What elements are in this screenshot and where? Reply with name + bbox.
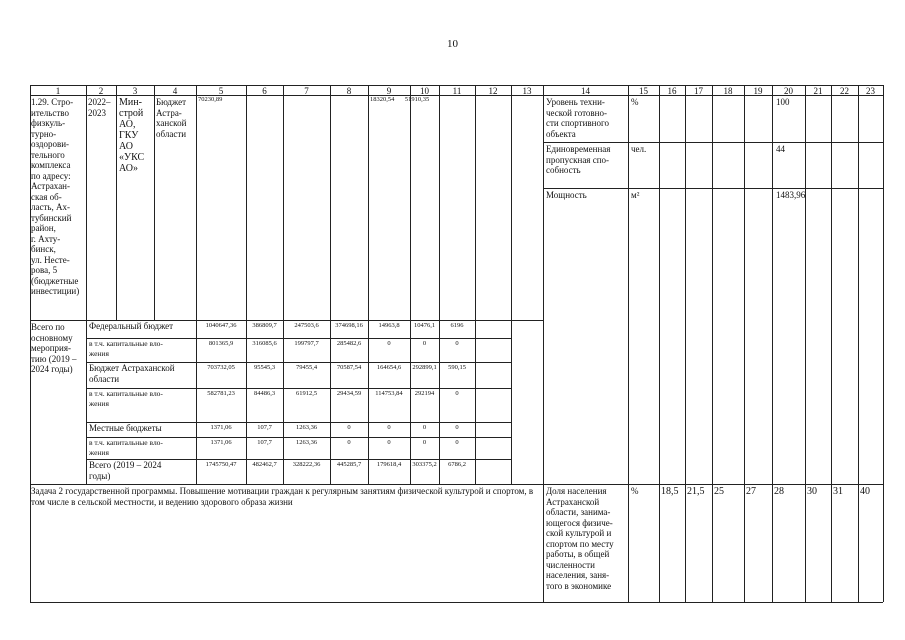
task-value: 27	[746, 486, 756, 497]
totals-value: 303375,2	[412, 461, 437, 468]
grid-hline	[543, 188, 883, 189]
grid-vline	[858, 484, 859, 602]
totals-value: 285482,6	[336, 340, 362, 347]
grid-vline	[772, 484, 773, 602]
column-header: 18	[723, 86, 733, 96]
indicator-unit: %	[631, 97, 639, 107]
totals-value: 1745750,47	[205, 461, 237, 468]
totals-value: 386809,7	[252, 322, 277, 329]
indicator-value: 1483,96	[776, 190, 806, 200]
grid-vline	[805, 484, 806, 602]
totals-value: 114753,84	[375, 390, 403, 397]
item-period: 2022– 2023	[88, 97, 111, 118]
indicator-name: Мощность	[546, 190, 587, 200]
totals-value: 328222,36	[292, 461, 321, 468]
totals-value: 79455,4	[295, 364, 318, 371]
indicator-name: Уровень техни- ческой готовно- сти спортивного объекта	[546, 97, 609, 139]
task-text: Задача 2 государственной программы. Повышение мотивации граждан к регулярным занятиям физической культурой и спортом, в том числе в сельской местности, и ведению здорового образа жизни	[31, 486, 534, 507]
indicator-value: 100	[776, 97, 790, 107]
grid-vline	[712, 85, 713, 484]
totals-row-label: в т.ч. капитальные вло- жения	[89, 438, 163, 457]
totals-value: 164654,6	[376, 364, 402, 371]
task-value: 25	[714, 486, 724, 497]
totals-value: 199797,7	[294, 340, 319, 347]
grid-hline	[30, 484, 883, 485]
column-header: 10	[420, 86, 429, 96]
indicator-unit: м²	[631, 190, 640, 200]
column-header: 23	[866, 86, 875, 96]
totals-value: 582781,23	[207, 390, 235, 397]
totals-value: 6786,2	[448, 461, 466, 468]
grid-vline	[86, 85, 87, 484]
totals-value: 95545,3	[253, 364, 276, 371]
grid-vline	[543, 484, 544, 602]
grid-vline	[154, 85, 155, 320]
totals-value: 107,7	[257, 424, 272, 431]
totals-value: 247503,6	[294, 322, 319, 329]
grid-vline	[543, 85, 544, 484]
task-value: 21,5	[687, 486, 705, 497]
column-header: 17	[694, 86, 703, 96]
task-indicator: Доля населения Астраханской области, занима- ющегося физиче- ской культурой и спортом по месту работы, в общей численности населения, заня- того в экономике	[546, 486, 614, 591]
totals-value: 10476,1	[413, 322, 436, 329]
column-header: 11	[452, 86, 462, 96]
totals-value: 316085,6	[252, 340, 277, 347]
column-header: 7	[304, 86, 309, 96]
indicator-unit: чел.	[631, 144, 647, 154]
totals-value: 482462,7	[252, 461, 277, 468]
totals-value: 0	[387, 340, 391, 347]
totals-value: 107,7	[257, 439, 272, 446]
totals-value: 703732,05	[207, 364, 235, 371]
totals-value: 0	[347, 439, 351, 446]
totals-value: 84486,3	[253, 390, 276, 397]
grid-vline	[831, 85, 832, 484]
task-value: 30	[807, 486, 817, 497]
totals-row-label: Бюджет Астраханской области	[89, 363, 175, 384]
indicator-name: Единовременная пропускная спо- собность	[546, 144, 611, 175]
totals-value: 1263,36	[295, 439, 318, 446]
column-header: 2	[98, 86, 104, 96]
column-header: 8	[346, 86, 352, 96]
task-value: 31	[833, 486, 843, 497]
grid-vline	[712, 484, 713, 602]
grid-vline	[628, 484, 629, 602]
totals-row-label: в т.ч. капитальные вло- жения	[89, 389, 163, 408]
totals-label: Всего по основному мероприя- тию (2019 – 2024 годы)	[31, 322, 77, 374]
totals-value: 292194	[414, 390, 435, 397]
grid-vline	[116, 85, 117, 320]
totals-value: 0	[422, 439, 427, 446]
totals-value: 0	[347, 424, 351, 431]
grid-vline	[511, 85, 512, 484]
grid-vline	[744, 85, 745, 484]
item-value: 51910,35	[404, 96, 430, 103]
item-value: 70230,89	[198, 96, 223, 103]
totals-value: 0	[455, 424, 459, 431]
totals-value: 61912,5	[295, 390, 318, 397]
totals-value: 590,15	[448, 364, 466, 371]
grid-hline	[30, 602, 883, 603]
task-unit: %	[631, 486, 639, 496]
totals-value: 179618,4	[376, 461, 402, 468]
column-header: 1	[55, 86, 61, 96]
totals-value: 1040647,36	[205, 322, 237, 329]
item-executor: Мин- строй АО, ГКУ АО «УКС АО»	[119, 97, 145, 174]
grid-vline	[659, 484, 660, 602]
column-header: 14	[581, 86, 590, 96]
totals-value: 0	[387, 439, 391, 446]
totals-row-label: Федеральный бюджет	[89, 321, 174, 331]
totals-value: 801365,9	[208, 340, 234, 347]
totals-row-label: Всего (2019 – 2024 годы)	[89, 460, 162, 481]
column-header: 6	[262, 86, 267, 96]
item-value: 18320,54	[370, 96, 395, 103]
totals-value: 0	[422, 424, 427, 431]
totals-value: 70587,54	[336, 364, 362, 371]
grid-vline	[883, 85, 884, 602]
grid-vline	[831, 484, 832, 602]
totals-value: 374698,16	[335, 322, 363, 329]
task-value: 18,5	[661, 486, 679, 497]
column-header: 19	[753, 86, 763, 96]
totals-value: 0	[387, 424, 391, 431]
totals-row-label: в т.ч. капитальные вло- жения	[89, 339, 163, 358]
indicator-value: 44	[776, 144, 785, 154]
grid-vline	[744, 484, 745, 602]
totals-value: 0	[422, 340, 427, 347]
column-header: 22	[840, 86, 849, 96]
task-value: 28	[774, 486, 784, 497]
grid-vline	[772, 85, 773, 484]
column-header: 12	[488, 86, 498, 96]
column-header: 13	[522, 86, 532, 96]
grid-vline	[659, 85, 660, 484]
totals-row-label: Местные бюджеты	[89, 423, 162, 433]
totals-value: 1371,06	[210, 439, 232, 446]
totals-value: 292899,1	[412, 364, 437, 371]
column-header: 5	[218, 86, 224, 96]
totals-value: 445285,7	[336, 461, 362, 468]
column-header: 4	[172, 86, 178, 96]
grid-vline	[858, 85, 859, 484]
column-header: 16	[667, 86, 677, 96]
grid-vline	[196, 85, 197, 320]
grid-vline	[628, 85, 629, 484]
grid-vline	[685, 484, 686, 602]
grid-vline	[685, 85, 686, 484]
totals-value: 1263,36	[295, 424, 318, 431]
totals-value: 29434,59	[336, 390, 362, 397]
task-value: 40	[860, 486, 870, 497]
totals-value: 0	[455, 340, 459, 347]
page-number: 10	[447, 38, 458, 50]
totals-value: 1371,06	[210, 424, 232, 431]
grid-vline	[475, 85, 476, 484]
column-header: 9	[386, 86, 392, 96]
column-header: 15	[639, 86, 648, 96]
totals-value: 14963,8	[378, 322, 400, 329]
totals-value: 6196	[450, 322, 464, 329]
column-header: 3	[132, 86, 138, 96]
item-name: 1.29. Стро- ительство физкуль- турно- оздорови- тельного комплекса по адресу: Астрахан- ская об- ласть, Ах- тубинский район, г. Ахту- бинск, ул. Несте- рова, 5 (бюджетные инвестиции)	[31, 97, 80, 296]
column-header: 21	[813, 86, 823, 96]
totals-value: 0	[455, 439, 459, 446]
grid-hline	[543, 142, 883, 143]
column-header: 20	[784, 86, 793, 96]
totals-value: 0	[455, 390, 459, 397]
item-source: Бюджет Астра- ханской области	[156, 97, 187, 139]
